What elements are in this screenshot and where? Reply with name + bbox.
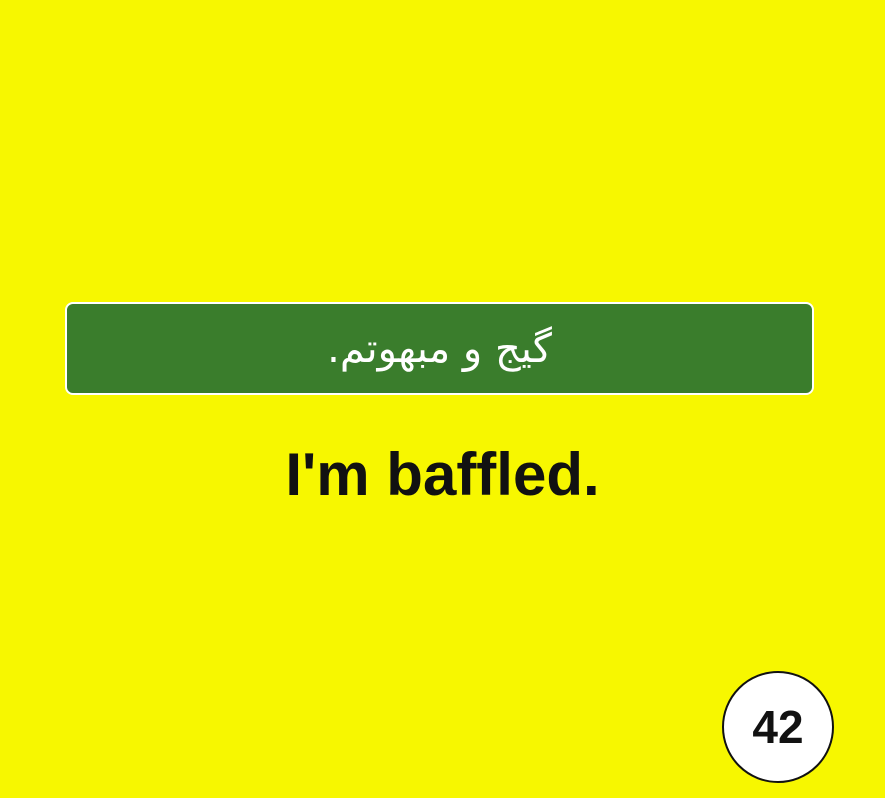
translation-banner (65, 302, 814, 395)
card-number-badge (722, 671, 834, 783)
card-number: 42 (752, 701, 804, 753)
english-phrase: I'm baffled. (285, 441, 600, 508)
persian-translation: گیج و مبهوتم. (327, 325, 552, 372)
